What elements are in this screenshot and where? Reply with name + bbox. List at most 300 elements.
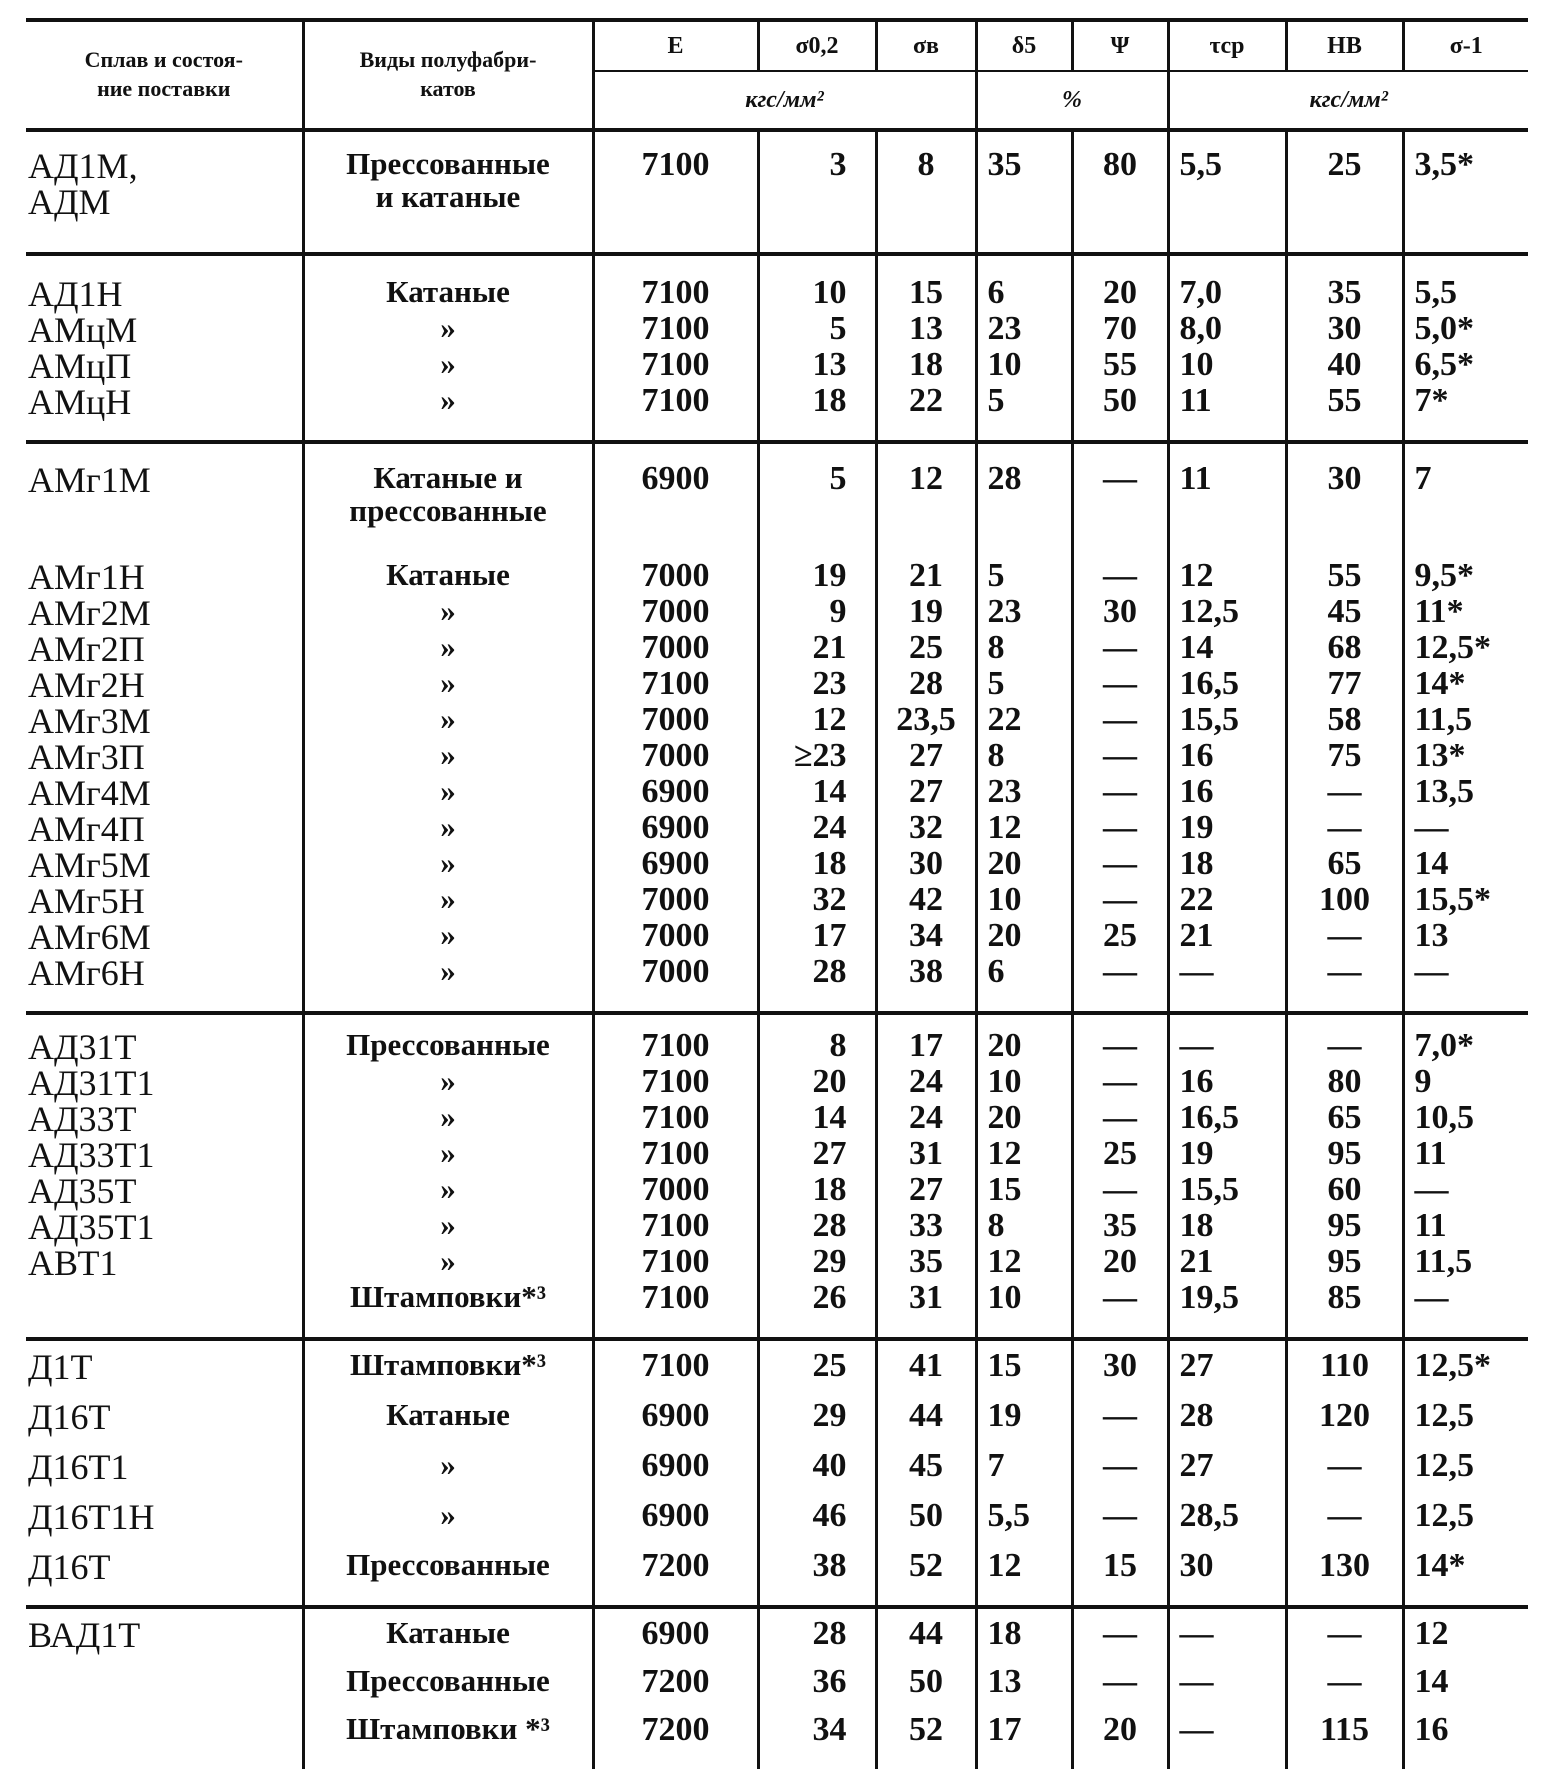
kind-cell-text: » (440, 1207, 456, 1243)
sb-cell (876, 1209, 976, 1245)
s02-cell-text: 18 (812, 1171, 847, 1209)
alloy-cell-text: АМг2Н (28, 665, 145, 706)
sm1-cell-text: 11 (1414, 1207, 1447, 1245)
psi-cell-text: — (1103, 1171, 1137, 1209)
psi-cell (1072, 130, 1168, 254)
alloy-cell (26, 1653, 303, 1701)
alloy-cell-text: Д1Т (28, 1347, 93, 1388)
psi-cell (1072, 312, 1168, 348)
kind-cell-text: » (440, 701, 456, 737)
alloy-cell (26, 809, 303, 850)
psi-cell (1072, 1013, 1168, 1065)
d-cell-text: 10 (987, 881, 1022, 919)
d-cell (976, 1607, 1072, 1653)
alloy-cell (26, 1281, 303, 1339)
table-row (26, 1339, 1528, 1385)
psi-cell-text: — (1103, 1279, 1137, 1317)
E-cell-text: 7000 (641, 881, 710, 919)
tau-cell-text: 15,5 (1179, 701, 1239, 739)
alloy-properties-table (26, 18, 1528, 1769)
psi-cell-text: — (1103, 809, 1137, 847)
d-cell (976, 1701, 1072, 1769)
psi-cell (1072, 1485, 1168, 1535)
E-cell-text: 7100 (641, 1207, 710, 1245)
sm1-cell-text: 11,5 (1414, 1243, 1473, 1281)
psi-cell-text: 20 (1103, 1243, 1137, 1281)
tau-cell-text: 18 (1179, 845, 1214, 883)
sm1-cell-text: — (1414, 1279, 1449, 1317)
kind-cell-text: » (440, 1063, 456, 1099)
d-cell-text: 17 (987, 1711, 1022, 1749)
s02-cell-text: ≥23 (793, 737, 847, 775)
sb-cell-text: 22 (909, 382, 943, 419)
hb-cell-text: 85 (1327, 1279, 1362, 1317)
sb-cell-text: 35 (909, 1243, 943, 1281)
s02-cell (758, 1281, 876, 1339)
kind-cell (303, 312, 593, 348)
psi-cell-text: — (1103, 1063, 1137, 1101)
s02-cell (758, 775, 876, 811)
psi-cell (1072, 1209, 1168, 1245)
d-cell-text: 15 (987, 1171, 1022, 1209)
sb-cell-text: 27 (909, 737, 943, 775)
alloy-cell (26, 1535, 303, 1607)
col-E-header: E (593, 20, 758, 71)
s02-cell-text: 28 (812, 1615, 847, 1653)
psi-cell-text: — (1103, 773, 1137, 811)
alloy-cell-text: АМцМ (28, 310, 138, 350)
psi-cell-text: — (1103, 665, 1137, 703)
tau-cell-text: 19,5 (1179, 1279, 1239, 1317)
sb-cell (876, 384, 976, 442)
psi-cell (1072, 348, 1168, 384)
tau-cell (1168, 631, 1286, 667)
table-row (26, 811, 1528, 847)
d-cell (976, 919, 1072, 955)
tau-cell (1168, 775, 1286, 811)
E-cell-text: 7100 (641, 310, 710, 347)
sm1-cell-text: 5,5 (1414, 274, 1457, 311)
alloy-cell-text: АМцН (28, 382, 132, 422)
s02-cell-text: 14 (812, 773, 847, 811)
alloy-cell-text: АМг6М (28, 917, 151, 958)
alloy-cell-text: Д16Т (28, 1547, 111, 1588)
s02-cell (758, 847, 876, 883)
alloy-cell (26, 701, 303, 742)
kind-cell-text: Прессованные (346, 1663, 550, 1699)
alloy-cell-text: АД31Т (28, 1027, 137, 1068)
alloy-cell-text: АМг2П (28, 629, 145, 670)
table-row (26, 919, 1528, 955)
hb-cell-text: 55 (1327, 382, 1362, 419)
psi-cell-text: 20 (1103, 274, 1137, 311)
properties-table-document (26, 18, 1528, 1769)
kind-cell-text: Катаные и прессованные (349, 460, 547, 528)
hb-cell (1286, 1209, 1403, 1245)
sb-cell-text: 33 (909, 1207, 943, 1245)
kind-cell (303, 631, 593, 667)
hb-cell-text: 95 (1327, 1243, 1362, 1281)
tau-cell (1168, 312, 1286, 348)
sb-cell-text: 38 (909, 953, 943, 991)
sb-cell (876, 739, 976, 775)
d-cell-text: 6 (987, 953, 1005, 991)
hb-cell (1286, 384, 1403, 442)
sm1-cell (1403, 667, 1528, 703)
psi-cell (1072, 667, 1168, 703)
d-cell-text: 8 (987, 1207, 1005, 1245)
tau-cell (1168, 1385, 1286, 1435)
sb-cell (876, 1385, 976, 1435)
d-cell-text: 5 (987, 557, 1005, 595)
col-sm1-header: σ-1 (1403, 20, 1528, 71)
E-cell-text: 7100 (641, 146, 710, 183)
s02-cell-text: 40 (812, 1447, 847, 1485)
alloy-cell (26, 1099, 303, 1140)
E-cell (593, 1385, 758, 1435)
hb-cell (1286, 1281, 1403, 1339)
E-cell (593, 847, 758, 883)
E-cell (593, 595, 758, 631)
hb-cell-text: 45 (1327, 593, 1362, 631)
sm1-cell (1403, 384, 1528, 442)
tau-cell (1168, 955, 1286, 1013)
hb-cell (1286, 1339, 1403, 1385)
alloy-cell-text: АД31Т1 (28, 1063, 155, 1104)
tau-cell-text: 8,0 (1179, 310, 1222, 347)
E-cell-text: 6900 (641, 773, 710, 811)
sm1-cell (1403, 1101, 1528, 1137)
kind-cell-text: » (440, 881, 456, 917)
kind-cell (303, 254, 593, 312)
psi-cell (1072, 1435, 1168, 1485)
E-cell (593, 739, 758, 775)
kind-cell (303, 847, 593, 883)
psi-cell-text: — (1103, 460, 1137, 497)
tau-cell (1168, 130, 1286, 254)
d-cell (976, 130, 1072, 254)
E-cell-text: 7000 (641, 953, 710, 991)
hb-cell (1286, 312, 1403, 348)
hb-cell-text: — (1327, 1615, 1362, 1653)
kind-cell-text: » (440, 917, 456, 953)
table-row (26, 847, 1528, 883)
d-cell-text: 12 (987, 1243, 1022, 1281)
col-s02-header: σ0,2 (758, 20, 876, 71)
s02-cell (758, 559, 876, 595)
hb-cell (1286, 847, 1403, 883)
s02-cell-text: 29 (812, 1243, 847, 1281)
E-cell-text: 7100 (641, 1243, 710, 1281)
hb-cell-text: — (1327, 1447, 1362, 1485)
sb-cell (876, 703, 976, 739)
tau-cell (1168, 919, 1286, 955)
kind-cell-text: Штамповки *³ (346, 1711, 550, 1747)
sm1-cell-text: 14* (1414, 1547, 1466, 1585)
kind-cell-text: » (440, 845, 456, 881)
sm1-cell-text: 14* (1414, 665, 1466, 703)
sb-cell (876, 811, 976, 847)
alloy-cell (26, 442, 303, 559)
sm1-cell (1403, 775, 1528, 811)
E-cell-text: 7100 (641, 274, 710, 311)
d-cell-text: 5 (987, 382, 1005, 419)
E-cell (593, 1653, 758, 1701)
psi-cell (1072, 1065, 1168, 1101)
psi-cell (1072, 1101, 1168, 1137)
col-alloy-header: Сплав и состоя- ние поставки (84, 47, 243, 101)
s02-cell-text: 12 (812, 701, 847, 739)
alloy-cell (26, 254, 303, 312)
sb-cell (876, 1101, 976, 1137)
psi-cell-text: 30 (1103, 1347, 1137, 1385)
sb-cell (876, 955, 976, 1013)
s02-cell-text: 20 (812, 1063, 847, 1101)
sm1-cell-text: — (1414, 1171, 1449, 1209)
kind-cell-text: » (440, 1135, 456, 1171)
units-percent: % (976, 71, 1168, 130)
s02-cell-text: 46 (812, 1497, 847, 1535)
sb-cell-text: 30 (909, 845, 943, 883)
col-HB-header: HB (1286, 20, 1403, 71)
E-cell-text: 7000 (641, 917, 710, 955)
sm1-cell-text: — (1414, 809, 1449, 847)
sm1-cell-text: 10,5 (1414, 1099, 1474, 1137)
tau-cell-text: 27 (1179, 1447, 1214, 1485)
sm1-cell (1403, 739, 1528, 775)
psi-cell (1072, 595, 1168, 631)
hb-cell (1286, 703, 1403, 739)
alloy-cell (26, 955, 303, 1013)
E-cell-text: 7100 (641, 665, 710, 703)
d-cell (976, 1101, 1072, 1137)
alloy-cell (26, 1701, 303, 1769)
kind-cell (303, 775, 593, 811)
E-cell-text: 6900 (641, 809, 710, 847)
hb-cell-text: 130 (1319, 1547, 1370, 1585)
sm1-cell (1403, 348, 1528, 384)
E-cell (593, 1701, 758, 1769)
s02-cell-text: 28 (812, 1207, 847, 1245)
d-cell-text: 20 (987, 1027, 1022, 1065)
E-cell (593, 442, 758, 559)
table-row (26, 1137, 1528, 1173)
tau-cell-text: 19 (1179, 1135, 1214, 1173)
d-cell-text: 6 (987, 274, 1005, 311)
hb-cell-text: 95 (1327, 1135, 1362, 1173)
sb-cell (876, 1339, 976, 1385)
psi-cell-text: — (1103, 845, 1137, 883)
sm1-cell-text: 15,5* (1414, 881, 1491, 919)
s02-cell-text: 14 (812, 1099, 847, 1137)
kind-cell-text: Штамповки*³ (349, 1347, 547, 1383)
table-row (26, 312, 1528, 348)
hb-cell-text: 110 (1319, 1347, 1370, 1385)
d-cell-text: 22 (987, 701, 1022, 739)
hb-cell-text: 65 (1327, 845, 1362, 883)
d-cell-text: 10 (987, 1063, 1022, 1101)
s02-cell-text: 3 (829, 146, 847, 183)
s02-cell-text: 34 (812, 1711, 847, 1749)
table-row (26, 631, 1528, 667)
tau-cell-text: 16 (1179, 773, 1214, 811)
E-cell-text: 7000 (641, 737, 710, 775)
hb-cell (1286, 348, 1403, 384)
sb-cell (876, 775, 976, 811)
kind-cell (303, 703, 593, 739)
hb-cell-text: 25 (1327, 146, 1362, 183)
sb-cell-text: 27 (909, 773, 943, 811)
s02-cell (758, 1607, 876, 1653)
s02-cell (758, 1653, 876, 1701)
kind-cell-text: Катаные (386, 1615, 510, 1651)
header-row (26, 20, 1528, 71)
d-cell-text: 5 (987, 665, 1005, 703)
E-cell-text: 6900 (641, 1497, 710, 1535)
s02-cell-text: 18 (812, 382, 847, 419)
tau-cell-text: 15,5 (1179, 1171, 1239, 1209)
hb-cell (1286, 130, 1403, 254)
sm1-cell (1403, 1607, 1528, 1653)
table-row (26, 883, 1528, 919)
E-cell-text: 7100 (641, 346, 710, 383)
kind-cell-text: » (440, 310, 456, 345)
alloy-cell-text: АД35Т (28, 1171, 137, 1212)
E-cell (593, 1435, 758, 1485)
E-cell-text: 6900 (641, 460, 710, 497)
E-cell (593, 1065, 758, 1101)
psi-cell-text: 25 (1103, 917, 1137, 955)
sb-cell (876, 667, 976, 703)
s02-cell (758, 254, 876, 312)
E-cell (593, 1281, 758, 1339)
kind-cell-text: » (440, 1243, 456, 1279)
hb-cell (1286, 1653, 1403, 1701)
s02-cell-text: 38 (812, 1547, 847, 1585)
tau-cell (1168, 1281, 1286, 1339)
d-cell (976, 1013, 1072, 1065)
kind-cell (303, 955, 593, 1013)
table-row (26, 1653, 1528, 1701)
alloy-cell-text: АД33Т (28, 1099, 137, 1140)
tau-cell (1168, 1653, 1286, 1701)
hb-cell (1286, 955, 1403, 1013)
sb-cell (876, 1065, 976, 1101)
sm1-cell (1403, 1245, 1528, 1281)
sm1-cell (1403, 847, 1528, 883)
sb-cell-text: 31 (909, 1135, 943, 1173)
hb-cell (1286, 559, 1403, 595)
hb-cell-text: 65 (1327, 1099, 1362, 1137)
s02-cell (758, 1535, 876, 1607)
sb-cell-text: 31 (909, 1279, 943, 1317)
psi-cell-text: — (1103, 953, 1137, 991)
kind-cell (303, 1137, 593, 1173)
s02-cell-text: 18 (812, 845, 847, 883)
psi-cell (1072, 1173, 1168, 1209)
hb-cell (1286, 1173, 1403, 1209)
tau-cell-text: 18 (1179, 1207, 1214, 1245)
E-cell-text: 7000 (641, 629, 710, 667)
s02-cell (758, 1701, 876, 1769)
hb-cell-text: 55 (1327, 557, 1362, 595)
sm1-cell-text: 13 (1414, 917, 1449, 955)
psi-cell (1072, 384, 1168, 442)
s02-cell (758, 631, 876, 667)
psi-cell (1072, 919, 1168, 955)
tau-cell (1168, 667, 1286, 703)
E-cell (593, 1339, 758, 1385)
hb-cell (1286, 775, 1403, 811)
kind-cell-text: » (440, 1171, 456, 1207)
alloy-cell (26, 1135, 303, 1176)
d-cell (976, 1245, 1072, 1281)
E-cell (593, 667, 758, 703)
d-cell-text: 12 (987, 1547, 1022, 1585)
E-cell-text: 7100 (641, 382, 710, 419)
hb-cell (1286, 1013, 1403, 1065)
s02-cell (758, 739, 876, 775)
kind-cell (303, 1281, 593, 1339)
sm1-cell-text: 16 (1414, 1711, 1449, 1749)
hb-cell-text: — (1327, 917, 1362, 955)
psi-cell (1072, 1281, 1168, 1339)
tau-cell-text: 11 (1179, 460, 1212, 497)
tau-cell-text: 22 (1179, 881, 1214, 919)
kind-cell (303, 1385, 593, 1435)
kind-cell-text: Штамповки*³ (349, 1279, 547, 1315)
tau-cell-text: 12 (1179, 557, 1214, 595)
hb-cell (1286, 739, 1403, 775)
d-cell (976, 739, 1072, 775)
sb-cell-text: 27 (909, 1171, 943, 1209)
kind-cell (303, 1245, 593, 1281)
kind-cell (303, 1339, 593, 1385)
psi-cell (1072, 254, 1168, 312)
kind-cell (303, 739, 593, 775)
d-cell-text: 35 (987, 146, 1022, 183)
sm1-cell (1403, 955, 1528, 1013)
kind-cell-text: Катаные (386, 274, 510, 309)
psi-cell-text: — (1103, 1447, 1137, 1485)
alloy-cell-text: АМг6Н (28, 953, 145, 994)
E-cell (593, 883, 758, 919)
alloy-cell (26, 917, 303, 958)
kind-cell-text: » (440, 629, 456, 665)
sm1-cell-text: 12,5* (1414, 629, 1491, 667)
s02-cell (758, 955, 876, 1013)
E-cell (593, 631, 758, 667)
kind-cell (303, 595, 593, 631)
sm1-cell (1403, 1385, 1528, 1435)
d-cell (976, 667, 1072, 703)
sb-cell (876, 1607, 976, 1653)
hb-cell (1286, 595, 1403, 631)
sm1-cell-text: 7* (1414, 382, 1449, 419)
psi-cell-text: — (1103, 1397, 1137, 1435)
hb-cell (1286, 254, 1403, 312)
kind-cell (303, 130, 593, 254)
hb-cell-text: — (1327, 809, 1362, 847)
hb-cell-text: — (1327, 773, 1362, 811)
psi-cell (1072, 703, 1168, 739)
d-cell-text: 28 (987, 460, 1022, 497)
sm1-cell-text: 9,5* (1414, 557, 1474, 595)
sm1-cell-text: 9 (1414, 1063, 1432, 1101)
sm1-cell (1403, 130, 1528, 254)
s02-cell-text: 25 (812, 1347, 847, 1385)
sm1-cell (1403, 559, 1528, 595)
